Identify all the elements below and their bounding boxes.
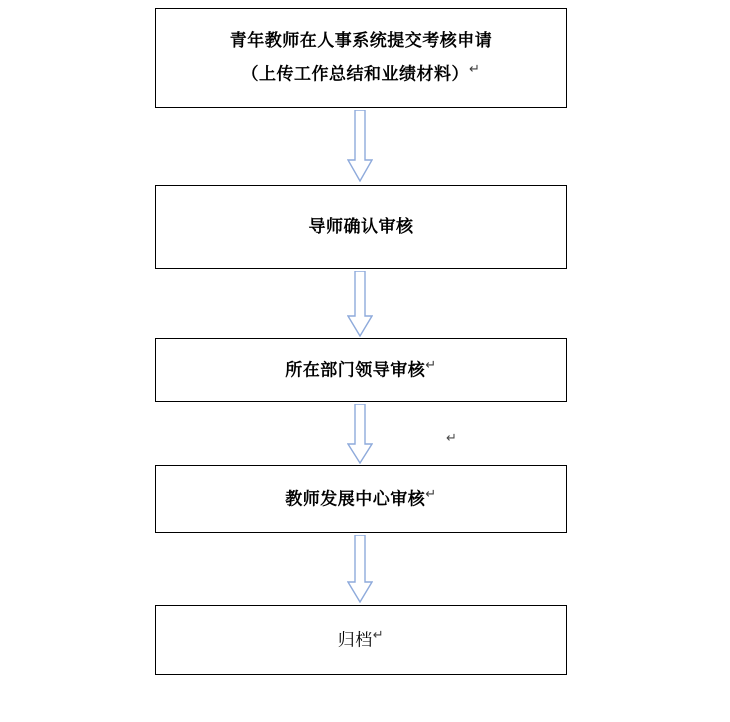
flow-node-teacher-development-center-review[interactable]: [155, 465, 567, 533]
paragraph-mark: ↵: [425, 486, 437, 502]
flow-node-text: 教师发展中心审核: [285, 489, 426, 509]
flow-node-text: 所在部门领导审核: [285, 360, 426, 380]
connector-arrow-down: [347, 535, 373, 603]
paragraph-mark: ↵: [446, 430, 457, 445]
flow-node-text-line: [242, 57, 481, 91]
flow-node-department-leader-review[interactable]: [155, 338, 567, 402]
flow-node-text: （上传工作总结和业绩材料）: [241, 64, 470, 84]
paragraph-mark: ↵: [425, 357, 437, 373]
flow-node-mentor-review[interactable]: [155, 185, 567, 269]
flow-node-text-line: [338, 623, 384, 657]
paragraph-mark: ↵: [372, 627, 385, 643]
connector-arrow-down: [347, 404, 373, 464]
flow-node-archive[interactable]: [155, 605, 567, 675]
connector-arrow-down: [347, 110, 373, 182]
flow-node-text: 归档: [337, 630, 373, 650]
flow-node-submit-application[interactable]: [155, 8, 567, 108]
flow-node-text-line: 青年教师在人事系统提交考核申请: [229, 30, 493, 50]
flow-node-text-line: 导师确认审核: [308, 216, 414, 236]
flow-node-text-line: [285, 482, 436, 516]
paragraph-mark: ↵: [469, 61, 481, 77]
connector-arrow-down: [347, 271, 373, 337]
flow-node-text-line: [285, 353, 436, 387]
